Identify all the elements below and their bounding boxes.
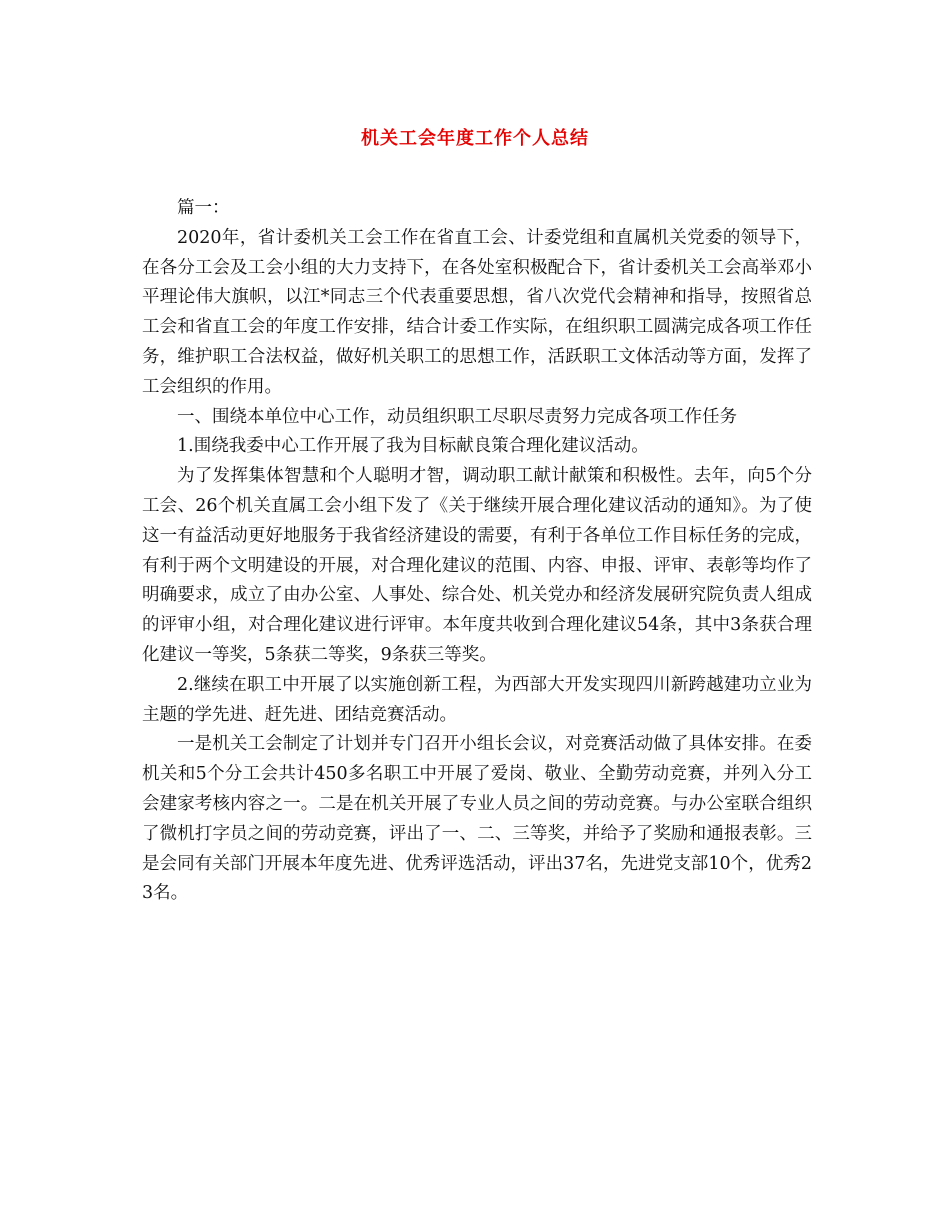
section-heading-one: 一、围绕本单位中心工作，动员组织职工尽职尽责努力完成各项工作任务 [177,406,737,427]
document-body [142,194,812,909]
body-paragraph: 一是机关工会制定了计划并专门召开小组长会议，对竞赛活动做了具体安排。在委机关和5个分工会共计450多名职工中开展了爱岗、敬业、全勤劳动竞赛，并列入分工会建家考核内容之一。二是在机关开展了专业人员之间的劳动竞赛。与办公室联合组织了微机打字员之间的劳动竞赛，评出了一、二、三等奖，并给予了奖励和通报表彰。三是会同有关部门开展本年度先进、优秀评选活动，评出37名，先进党支部10个，优秀23名。 [142,734,812,904]
body-paragraph: 为了发挥集体智慧和个人聪明才智，调动职工献计献策和积极性。去年，向5个分工会、26个机关直属工会小组下发了《关于继续开展合理化建议活动的通知》。为了使这一有益活动更好地服务于我省经济建设的需要，有利于各单位工作目标任务的完成，有利于两个文明建设的开展，对合理化建议的范围、内容、申报、评审、表彰等均作了明确要求，成立了由办公室、人事处、综合处、机关党办和经济发展研究院负责人组成的评审小组，对合理化建议进行评审。本年度共收到合理化建议54条，其中3条获合理化建议一等奖，5条获二等奖，9条获三等奖。 [142,466,812,665]
subheading-1: 1.围绕我委中心工作开展了我为目标献良策合理化建议活动。 [177,436,649,457]
section-heading-part-one: 篇一： [177,198,230,218]
subheading-2: 2.继续在职工中开展了以实施创新工程，为西部大开发实现四川新跨越建功立业为主题的学先进、赶先进、团结竞赛活动。 [142,674,812,725]
document-title: 机关工会年度工作个人总结 [361,128,589,149]
intro-paragraph: 2020年，省计委机关工会工作在省直工会、计委党组和直属机关党委的领导下，在各分工会及工会小组的大力支持下，在各处室积极配合下，省计委机关工会高举邓小平理论伟大旗帜，以江*同志三个代表重要思想，省八次党代会精神和指导，按照省总工会和省直工会的年度工作安排，结合计委工作实际，在组织职工圆满完成各项工作任务，维护职工合法权益，做好机关职工的思想工作，活跃职工文体活动等方面，发挥了工会组织的作用。 [142,227,812,397]
